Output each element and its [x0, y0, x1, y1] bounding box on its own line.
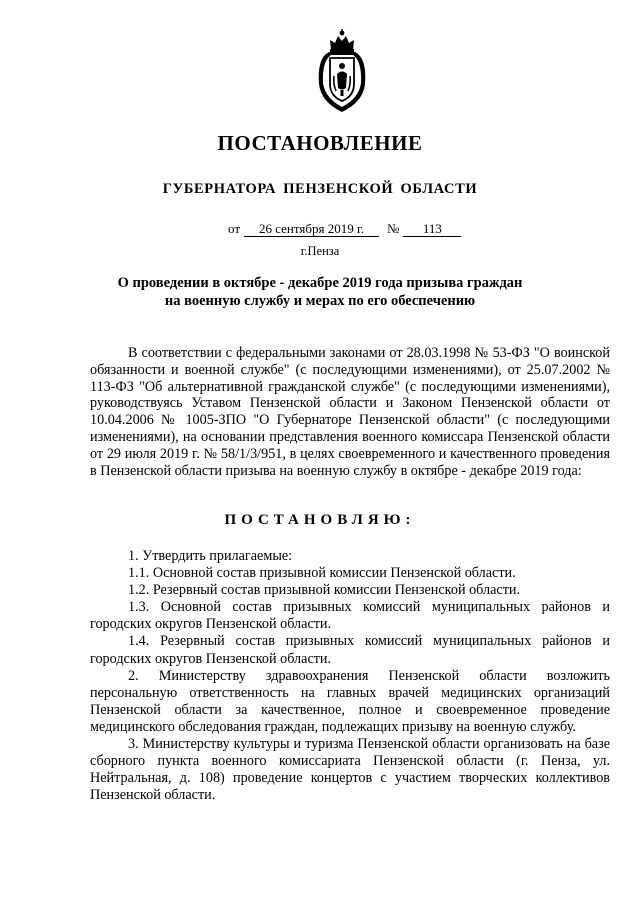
date-prefix: от	[228, 221, 241, 236]
number-sign: №	[387, 221, 400, 236]
decree-item: 1. Утвердить прилагаемые:	[128, 548, 293, 564]
document-issuer: ГУБЕРНАТОРА ПЕНЗЕНСКОЙ ОБЛАСТИ	[162, 181, 478, 197]
decree-item: 1.1. Основной состав призывной комиссии Пензенской области.	[128, 565, 516, 582]
document-title: ПОСТАНОВЛЕНИЕ	[217, 131, 423, 155]
document-number: 113	[403, 222, 461, 237]
coat-of-arms-emblem	[313, 28, 371, 114]
document-date: 26 сентября 2019 г.	[244, 222, 379, 237]
decree-item: 2. Министерству здравоохранения Пензенской области возложить персональную ответственность на главных врачей медицинских организаций Пензенской области за качественное, полное и своевременное проведение медицинского обследования граждан, подлежащих призыву на военную службу.	[90, 667, 610, 735]
decree-item: 1.4. Резервный состав призывных комиссий муниципальных районов и городских округов Пензенской области.	[90, 633, 610, 667]
decree-heading: ПОСТАНОВЛЯЮ:	[224, 512, 416, 528]
date-number-line	[228, 221, 461, 237]
subject-line: на военную службу и мерах по его обеспечению	[164, 293, 476, 309]
decree-item: 1.2. Резервный состав призывной комиссии Пензенской области.	[128, 582, 521, 599]
subject-line: О проведении в октябре - декабре 2019 года призыва граждан	[117, 275, 523, 291]
decree-item: 1.3. Основной состав призывных комиссий муниципальных районов и городских округов Пензенской области.	[90, 599, 610, 633]
preamble-paragraph: В соответствии с федеральными законами от 28.03.1998 № 53-ФЗ "О воинской обязанности и военной службе" (с последующими изменениями), от 25.07.2002 № 113-ФЗ "Об альтернативной гражданской службе" (с последующими изменениями), руководствуясь Уставом Пензенской области и Законом Пензенской области от 10.04.2006 № 1005-ЗПО "О Губернаторе Пензенской области" (с последующими изменениями), на основании представления военного комиссара Пензенской области от 29 июля 2019 г. № 58/1/3/951, в целях своевременного и качественного проведения в Пензенской области призыва на военную службу в октябре - декабре 2019 года:	[90, 345, 610, 479]
document-city: г.Пенза	[300, 244, 340, 258]
decree-item: 3. Министерству культуры и туризма Пензенской области организовать на базе сборного пункта военного комиссариата Пензенской области (г. Пенза, ул. Нейтральная, д. 108) проведение концертов с участием творческих коллективов Пензенской области.	[90, 736, 610, 804]
decree-items	[90, 548, 610, 804]
document-subject	[100, 274, 540, 310]
